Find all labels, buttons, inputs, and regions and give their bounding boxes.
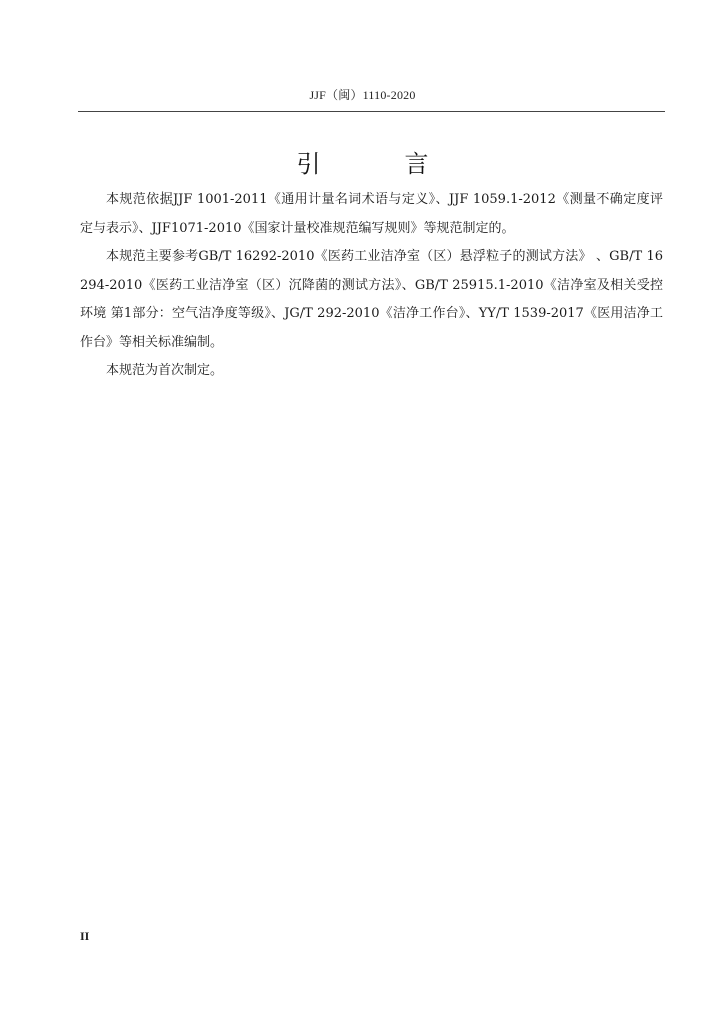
section-title xyxy=(0,144,725,179)
page-number: II xyxy=(80,929,90,943)
section-title-char: 言 xyxy=(404,150,429,178)
paragraph: 本规范依据JJF 1001-2011《通用计量名词术语与定义》、JJF 1059.1-2012《测量不确定度评定与表示》、JJF1071-2010《国家计量校准规范编写规则》等规范制定的。 xyxy=(80,192,663,236)
section-title-char: 引 xyxy=(296,150,321,178)
header-divider xyxy=(78,111,665,112)
paragraph: 本规范为首次制定。 xyxy=(106,363,224,378)
paragraph: 本规范主要参考GB/T 16292-2010《医药工业洁净室（区）悬浮粒子的测试方法》 、GB/T 16294-2010《医药工业洁净室（区）沉降菌的测试方法》、GB/T 25915.1-2010《洁净室及相关受控环境 第1部分：空气洁净度等级》、JG/T 292-2010《洁净工作台》、YY/T 1539-2017《医用洁净工作台》等相关标准编制。 xyxy=(80,249,663,350)
body-text xyxy=(80,186,663,386)
running-header: JJF（闽）1110-2020 xyxy=(309,88,416,102)
